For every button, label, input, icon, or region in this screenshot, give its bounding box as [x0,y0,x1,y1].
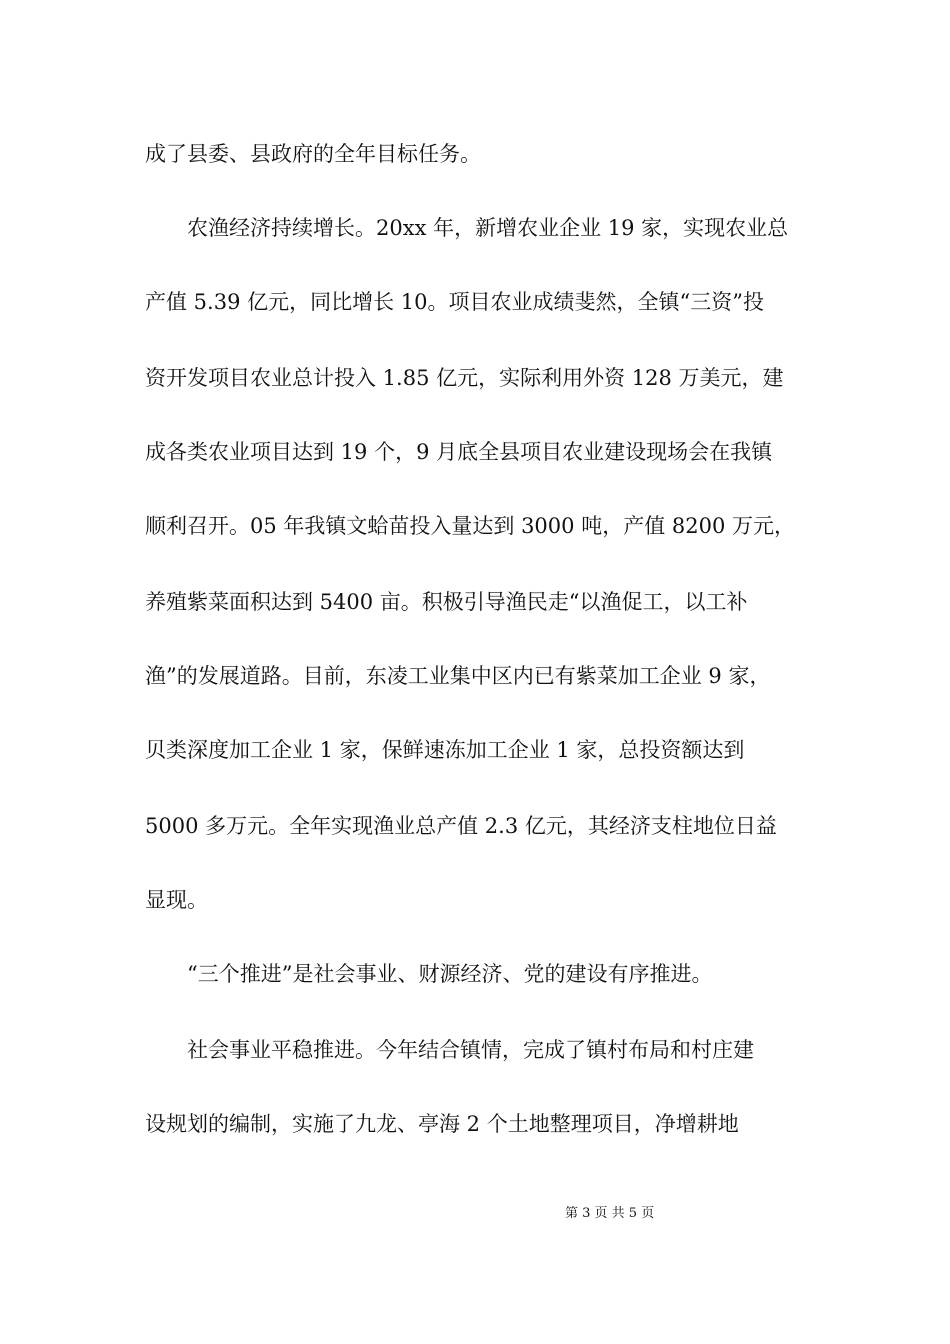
text-line: 养殖紫菜面积达到 5400 亩。积极引导渔民走“以渔促工，以工补 [145,590,748,614]
text-line: 产值 5.39 亿元，同比增长 10。项目农业成绩斐然，全镇“三资”投 [145,290,764,314]
text-line: 贝类深度加工企业 1 家，保鲜速冻加工企业 1 家，总投资额达到 [145,738,745,762]
text-line: 农渔经济持续增长。20xx 年，新增农业企业 19 家，实现农业总 [145,216,789,240]
page-number-footer: 第 3 页 共 5 页 [565,1206,655,1221]
text-line: 设规划的编制，实施了九龙、亭海 2 个土地整理项目，净增耕地 [145,1112,739,1136]
text-line: 5000 多万元。全年实现渔业总产值 2.3 亿元，其经济支柱地位日益 [145,814,777,838]
text-line: 显现。 [145,888,208,912]
text-line: 成各类农业项目达到 19 个，9 月底全县项目农业建设现场会在我镇 [145,440,773,464]
text-line: 渔”的发展道路。目前，东凌工业集中区内已有紫菜加工企业 9 家， [145,664,771,688]
text-line: “三个推进”是社会事业、财源经济、党的建设有序推进。 [145,962,713,986]
text-line: 社会事业平稳推进。今年结合镇情，完成了镇村布局和村庄建 [145,1038,754,1062]
text-line: 成了县委、县政府的全年目标任务。 [145,142,481,166]
text-line: 顺利召开。05 年我镇文蛤苗投入量达到 3000 吨，产值 8200 万元， [145,514,795,538]
text-line: 资开发项目农业总计投入 1.85 亿元，实际利用外资 128 万美元，建 [145,366,784,390]
